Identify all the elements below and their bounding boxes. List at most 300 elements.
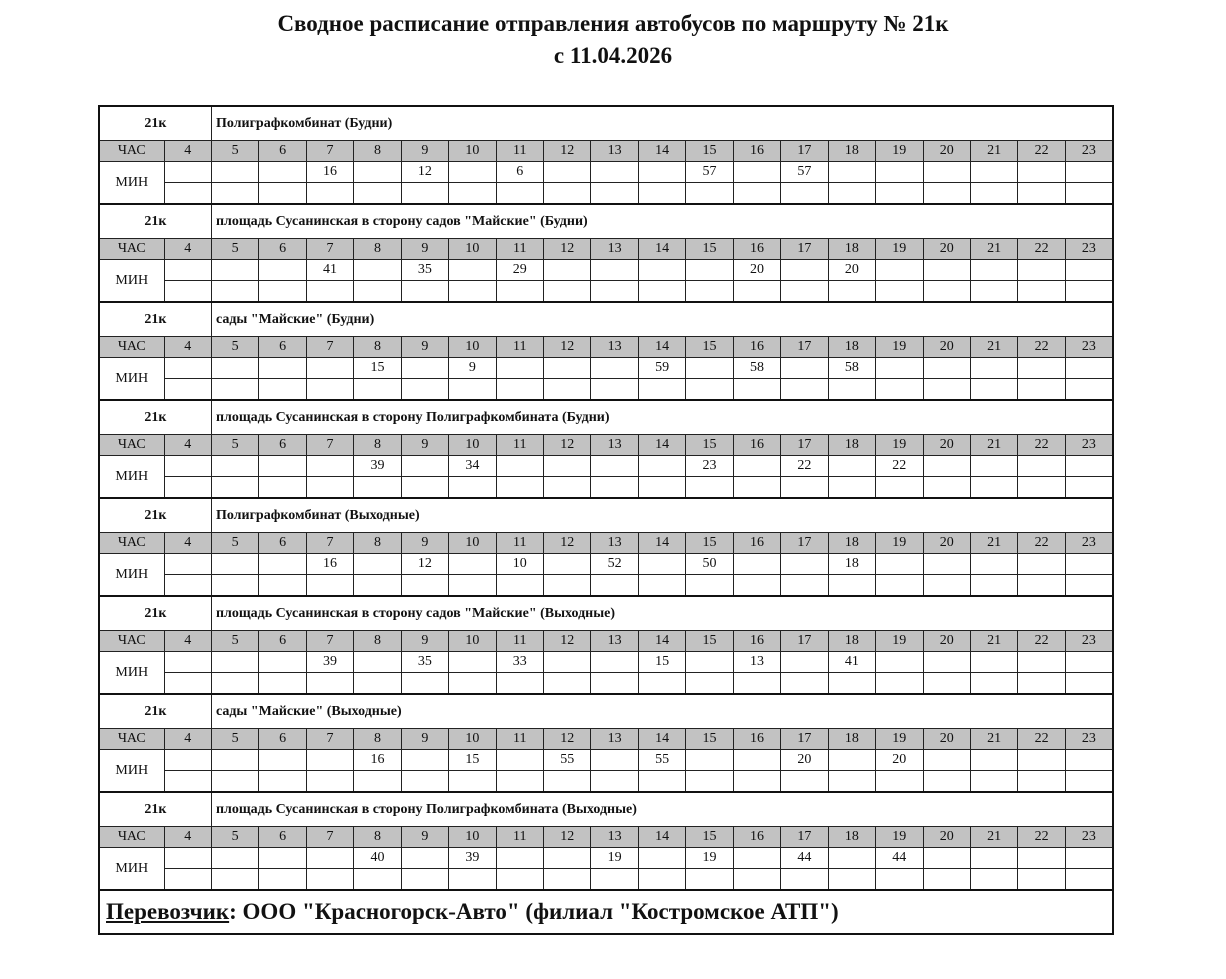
minute-cell bbox=[164, 379, 211, 401]
minute-cell bbox=[449, 281, 496, 303]
hour-cell: 14 bbox=[638, 435, 685, 456]
minute-cell bbox=[449, 260, 496, 281]
hour-cell: 19 bbox=[876, 435, 923, 456]
hour-cell: 20 bbox=[923, 729, 970, 750]
minute-cell bbox=[259, 456, 306, 477]
minute-row bbox=[99, 848, 1113, 869]
hour-cell: 19 bbox=[876, 827, 923, 848]
minute-cell bbox=[259, 162, 306, 183]
minute-cell bbox=[1018, 379, 1065, 401]
minute-label: МИН bbox=[99, 652, 164, 695]
block-title-row bbox=[99, 792, 1113, 827]
minute-cell bbox=[733, 575, 780, 597]
direction-title: сады "Майские" (Выходные) bbox=[211, 694, 1113, 729]
minute-cell bbox=[496, 456, 543, 477]
document-title bbox=[0, 8, 1226, 72]
hour-cell: 21 bbox=[970, 239, 1017, 260]
hour-cell: 17 bbox=[781, 631, 828, 652]
hour-cell: 18 bbox=[828, 337, 875, 358]
hour-cell: 18 bbox=[828, 141, 875, 162]
hour-cell: 12 bbox=[544, 141, 591, 162]
minute-cell: 44 bbox=[781, 848, 828, 869]
hour-cell: 8 bbox=[354, 533, 401, 554]
minute-cell bbox=[686, 652, 733, 673]
minute-cell bbox=[781, 575, 828, 597]
minute-cell bbox=[544, 281, 591, 303]
hour-cell: 10 bbox=[449, 827, 496, 848]
minute-cell bbox=[449, 477, 496, 499]
hour-cell: 4 bbox=[164, 435, 211, 456]
minute-cell bbox=[354, 379, 401, 401]
minute-cell bbox=[1018, 750, 1065, 771]
minute-cell bbox=[211, 162, 258, 183]
minute-cell bbox=[1065, 848, 1113, 869]
minute-cell bbox=[1018, 869, 1065, 891]
minute-cell bbox=[211, 750, 258, 771]
hour-cell: 15 bbox=[686, 631, 733, 652]
minute-cell bbox=[781, 771, 828, 793]
minute-cell bbox=[306, 673, 353, 695]
hour-cell: 11 bbox=[496, 239, 543, 260]
route-number: 21к bbox=[99, 400, 211, 435]
hour-cell: 20 bbox=[923, 337, 970, 358]
minute-cell bbox=[1018, 183, 1065, 205]
minute-cell bbox=[638, 848, 685, 869]
hour-cell: 8 bbox=[354, 827, 401, 848]
minute-cell bbox=[733, 162, 780, 183]
minute-cell bbox=[923, 554, 970, 575]
minute-cell bbox=[781, 183, 828, 205]
minute-cell bbox=[876, 162, 923, 183]
minute-cell bbox=[876, 281, 923, 303]
minute-cell bbox=[354, 477, 401, 499]
minute-cell bbox=[733, 379, 780, 401]
minute-cell bbox=[496, 358, 543, 379]
minute-cell bbox=[686, 575, 733, 597]
minute-cell bbox=[970, 260, 1017, 281]
route-number: 21к bbox=[99, 792, 211, 827]
minute-cell: 16 bbox=[306, 162, 353, 183]
hour-cell: 5 bbox=[211, 337, 258, 358]
title-line-1: Сводное расписание отправления автобусов по маршруту № 21к bbox=[277, 11, 949, 36]
hour-cell: 5 bbox=[211, 239, 258, 260]
hour-cell: 4 bbox=[164, 827, 211, 848]
minute-cell bbox=[1065, 260, 1113, 281]
minute-cell bbox=[1018, 554, 1065, 575]
hour-cell: 21 bbox=[970, 827, 1017, 848]
minute-cell bbox=[1065, 379, 1113, 401]
minute-cell bbox=[923, 652, 970, 673]
hour-cell: 22 bbox=[1018, 729, 1065, 750]
minute-cell bbox=[259, 183, 306, 205]
minute-cell bbox=[923, 183, 970, 205]
hour-cell: 9 bbox=[401, 631, 448, 652]
hour-cell: 20 bbox=[923, 141, 970, 162]
minute-cell bbox=[544, 869, 591, 891]
minute-cell bbox=[591, 750, 638, 771]
minute-cell bbox=[876, 379, 923, 401]
minute-cell bbox=[876, 652, 923, 673]
route-number: 21к bbox=[99, 498, 211, 533]
hour-cell: 16 bbox=[733, 827, 780, 848]
minute-cell bbox=[1065, 869, 1113, 891]
minute-label: МИН bbox=[99, 358, 164, 401]
hour-cell: 21 bbox=[970, 337, 1017, 358]
direction-title: площадь Сусанинская в сторону Полиграфкомбината (Будни) bbox=[211, 400, 1113, 435]
minute-cell: 59 bbox=[638, 358, 685, 379]
minute-cell: 40 bbox=[354, 848, 401, 869]
hour-cell: 6 bbox=[259, 435, 306, 456]
minute-cell: 35 bbox=[401, 652, 448, 673]
minute-cell bbox=[1065, 652, 1113, 673]
hour-cell: 11 bbox=[496, 337, 543, 358]
hour-cell: 7 bbox=[306, 533, 353, 554]
hour-cell: 13 bbox=[591, 239, 638, 260]
hour-cell: 14 bbox=[638, 827, 685, 848]
route-number: 21к bbox=[99, 302, 211, 337]
hour-label: ЧАС bbox=[99, 827, 164, 848]
minute-cell bbox=[449, 869, 496, 891]
minute-cell bbox=[876, 575, 923, 597]
hour-cell: 23 bbox=[1065, 631, 1113, 652]
minute-cell bbox=[1065, 477, 1113, 499]
minute-cell: 22 bbox=[781, 456, 828, 477]
minute-cell bbox=[259, 379, 306, 401]
hour-cell: 7 bbox=[306, 141, 353, 162]
minute-cell bbox=[970, 673, 1017, 695]
minute-cell bbox=[164, 162, 211, 183]
minute-cell bbox=[1065, 183, 1113, 205]
minute-cell bbox=[306, 848, 353, 869]
minute-cell: 57 bbox=[781, 162, 828, 183]
minute-cell bbox=[923, 750, 970, 771]
minute-cell bbox=[638, 869, 685, 891]
minute-cell bbox=[828, 575, 875, 597]
minute-cell bbox=[259, 869, 306, 891]
minute-cell bbox=[401, 575, 448, 597]
direction-title: Полиграфкомбинат (Будни) bbox=[211, 106, 1113, 141]
minute-cell: 57 bbox=[686, 162, 733, 183]
minute-cell bbox=[1065, 358, 1113, 379]
minute-cell bbox=[544, 456, 591, 477]
block-title-row bbox=[99, 596, 1113, 631]
hour-cell: 5 bbox=[211, 141, 258, 162]
hour-row bbox=[99, 729, 1113, 750]
minute-cell: 41 bbox=[306, 260, 353, 281]
minute-cell bbox=[970, 183, 1017, 205]
hour-cell: 11 bbox=[496, 631, 543, 652]
hour-cell: 17 bbox=[781, 239, 828, 260]
minute-cell bbox=[1018, 260, 1065, 281]
hour-cell: 6 bbox=[259, 141, 306, 162]
minute-cell bbox=[544, 358, 591, 379]
minute-cell bbox=[923, 771, 970, 793]
direction-title: площадь Сусанинская в сторону садов "Майские" (Выходные) bbox=[211, 596, 1113, 631]
hour-cell: 23 bbox=[1065, 729, 1113, 750]
minute-cell bbox=[876, 869, 923, 891]
minute-cell bbox=[544, 260, 591, 281]
minute-cell bbox=[1018, 771, 1065, 793]
hour-cell: 10 bbox=[449, 141, 496, 162]
minute-cell bbox=[211, 183, 258, 205]
minute-cell bbox=[211, 771, 258, 793]
minute-cell bbox=[828, 379, 875, 401]
minute-cell: 6 bbox=[496, 162, 543, 183]
hour-cell: 18 bbox=[828, 533, 875, 554]
minute-cell bbox=[970, 281, 1017, 303]
hour-cell: 15 bbox=[686, 239, 733, 260]
minute-cell bbox=[591, 183, 638, 205]
minute-cell bbox=[828, 673, 875, 695]
minute-cell bbox=[401, 750, 448, 771]
minute-cell bbox=[638, 771, 685, 793]
hour-cell: 16 bbox=[733, 337, 780, 358]
hour-cell: 7 bbox=[306, 631, 353, 652]
hour-cell: 18 bbox=[828, 827, 875, 848]
minute-cell bbox=[259, 673, 306, 695]
minute-cell bbox=[211, 575, 258, 597]
minute-cell bbox=[1065, 575, 1113, 597]
hour-cell: 19 bbox=[876, 239, 923, 260]
minute-cell bbox=[923, 456, 970, 477]
minute-cell: 35 bbox=[401, 260, 448, 281]
minute-cell bbox=[970, 162, 1017, 183]
minute-cell bbox=[591, 281, 638, 303]
minute-cell bbox=[970, 869, 1017, 891]
minute-cell bbox=[164, 456, 211, 477]
minute-cell bbox=[211, 673, 258, 695]
direction-title: сады "Майские" (Будни) bbox=[211, 302, 1113, 337]
minute-cell: 15 bbox=[449, 750, 496, 771]
minute-cell: 33 bbox=[496, 652, 543, 673]
minute-cell bbox=[1018, 358, 1065, 379]
minute-cell bbox=[1065, 456, 1113, 477]
hour-label: ЧАС bbox=[99, 533, 164, 554]
hour-cell: 9 bbox=[401, 337, 448, 358]
hour-cell: 23 bbox=[1065, 435, 1113, 456]
hour-cell: 11 bbox=[496, 435, 543, 456]
minute-cell bbox=[496, 673, 543, 695]
minute-cell bbox=[449, 771, 496, 793]
block-title-row bbox=[99, 694, 1113, 729]
hour-cell: 13 bbox=[591, 729, 638, 750]
hour-cell: 5 bbox=[211, 631, 258, 652]
hour-cell: 16 bbox=[733, 435, 780, 456]
minute-cell bbox=[211, 260, 258, 281]
minute-cell bbox=[923, 673, 970, 695]
minute-cell bbox=[1065, 554, 1113, 575]
minute-cell bbox=[306, 379, 353, 401]
minute-cell bbox=[401, 771, 448, 793]
minute-cell bbox=[970, 379, 1017, 401]
minute-row bbox=[99, 456, 1113, 477]
route-number: 21к bbox=[99, 596, 211, 631]
minute-row bbox=[99, 771, 1113, 793]
minute-cell bbox=[1065, 771, 1113, 793]
minute-cell bbox=[259, 477, 306, 499]
minute-cell bbox=[733, 183, 780, 205]
minute-cell bbox=[591, 379, 638, 401]
hour-cell: 18 bbox=[828, 631, 875, 652]
minute-cell bbox=[733, 281, 780, 303]
minute-cell bbox=[164, 260, 211, 281]
minute-cell bbox=[259, 281, 306, 303]
minute-cell bbox=[544, 652, 591, 673]
hour-cell: 15 bbox=[686, 337, 733, 358]
minute-cell bbox=[876, 358, 923, 379]
minute-cell bbox=[638, 673, 685, 695]
hour-cell: 15 bbox=[686, 141, 733, 162]
hour-cell: 16 bbox=[733, 631, 780, 652]
minute-cell bbox=[259, 652, 306, 673]
hour-label: ЧАС bbox=[99, 631, 164, 652]
minute-cell bbox=[970, 652, 1017, 673]
minute-cell: 55 bbox=[638, 750, 685, 771]
minute-cell bbox=[1018, 673, 1065, 695]
minute-cell bbox=[876, 771, 923, 793]
minute-cell: 39 bbox=[354, 456, 401, 477]
hour-cell: 4 bbox=[164, 239, 211, 260]
minute-cell bbox=[970, 456, 1017, 477]
minute-cell bbox=[449, 673, 496, 695]
block-title-row bbox=[99, 400, 1113, 435]
minute-cell bbox=[164, 869, 211, 891]
minute-cell: 20 bbox=[828, 260, 875, 281]
direction-title: площадь Сусанинская в сторону Полиграфкомбината (Выходные) bbox=[211, 792, 1113, 827]
hour-cell: 18 bbox=[828, 239, 875, 260]
hour-cell: 11 bbox=[496, 827, 543, 848]
hour-cell: 11 bbox=[496, 141, 543, 162]
minute-cell bbox=[544, 848, 591, 869]
minute-cell bbox=[164, 771, 211, 793]
minute-cell bbox=[211, 554, 258, 575]
minute-cell bbox=[354, 575, 401, 597]
minute-cell bbox=[354, 652, 401, 673]
hour-cell: 17 bbox=[781, 435, 828, 456]
minute-cell bbox=[733, 477, 780, 499]
hour-cell: 16 bbox=[733, 729, 780, 750]
minute-cell bbox=[781, 554, 828, 575]
minute-label: МИН bbox=[99, 162, 164, 205]
minute-cell: 41 bbox=[828, 652, 875, 673]
minute-cell bbox=[401, 869, 448, 891]
hour-row bbox=[99, 141, 1113, 162]
minute-cell bbox=[1018, 652, 1065, 673]
hour-label: ЧАС bbox=[99, 239, 164, 260]
minute-cell bbox=[211, 869, 258, 891]
hour-cell: 21 bbox=[970, 435, 1017, 456]
minute-cell bbox=[828, 183, 875, 205]
hour-cell: 15 bbox=[686, 533, 733, 554]
minute-row bbox=[99, 281, 1113, 303]
minute-row bbox=[99, 652, 1113, 673]
minute-cell bbox=[781, 869, 828, 891]
hour-cell: 13 bbox=[591, 533, 638, 554]
hour-cell: 19 bbox=[876, 337, 923, 358]
minute-cell bbox=[354, 771, 401, 793]
minute-cell bbox=[259, 358, 306, 379]
hour-cell: 14 bbox=[638, 337, 685, 358]
minute-cell bbox=[306, 456, 353, 477]
minute-cell bbox=[686, 673, 733, 695]
block-title-row bbox=[99, 106, 1113, 141]
minute-cell bbox=[923, 575, 970, 597]
hour-label: ЧАС bbox=[99, 337, 164, 358]
hour-cell: 19 bbox=[876, 533, 923, 554]
hour-cell: 14 bbox=[638, 239, 685, 260]
minute-cell: 12 bbox=[401, 162, 448, 183]
minute-cell bbox=[306, 750, 353, 771]
minute-cell bbox=[591, 260, 638, 281]
hour-cell: 4 bbox=[164, 141, 211, 162]
minute-cell: 44 bbox=[876, 848, 923, 869]
hour-cell: 19 bbox=[876, 141, 923, 162]
hour-cell: 20 bbox=[923, 435, 970, 456]
minute-cell bbox=[638, 183, 685, 205]
minute-cell bbox=[401, 848, 448, 869]
hour-cell: 23 bbox=[1065, 533, 1113, 554]
hour-cell: 13 bbox=[591, 337, 638, 358]
minute-cell bbox=[259, 848, 306, 869]
direction-title: площадь Сусанинская в сторону садов "Майские" (Будни) bbox=[211, 204, 1113, 239]
minute-cell bbox=[638, 162, 685, 183]
minute-cell bbox=[686, 771, 733, 793]
hour-cell: 9 bbox=[401, 141, 448, 162]
minute-cell bbox=[923, 848, 970, 869]
minute-cell bbox=[496, 183, 543, 205]
hour-cell: 6 bbox=[259, 827, 306, 848]
schedule-table bbox=[98, 105, 1114, 935]
minute-cell bbox=[591, 456, 638, 477]
minute-cell bbox=[1065, 162, 1113, 183]
hour-cell: 15 bbox=[686, 435, 733, 456]
hour-cell: 9 bbox=[401, 533, 448, 554]
minute-cell bbox=[828, 477, 875, 499]
hour-cell: 13 bbox=[591, 631, 638, 652]
minute-cell: 52 bbox=[591, 554, 638, 575]
carrier-label: Перевозчик bbox=[106, 899, 230, 924]
minute-cell bbox=[211, 848, 258, 869]
minute-cell bbox=[923, 260, 970, 281]
minute-cell bbox=[259, 575, 306, 597]
minute-cell bbox=[781, 281, 828, 303]
minute-cell bbox=[1018, 162, 1065, 183]
hour-cell: 21 bbox=[970, 729, 1017, 750]
minute-cell bbox=[496, 869, 543, 891]
hour-cell: 22 bbox=[1018, 435, 1065, 456]
hour-cell: 14 bbox=[638, 631, 685, 652]
hour-cell: 4 bbox=[164, 533, 211, 554]
hour-cell: 7 bbox=[306, 827, 353, 848]
hour-cell: 16 bbox=[733, 239, 780, 260]
hour-cell: 21 bbox=[970, 141, 1017, 162]
minute-cell bbox=[354, 673, 401, 695]
hour-cell: 14 bbox=[638, 141, 685, 162]
minute-cell bbox=[496, 750, 543, 771]
minute-cell bbox=[306, 869, 353, 891]
minute-cell bbox=[354, 260, 401, 281]
minute-cell bbox=[733, 554, 780, 575]
minute-cell bbox=[781, 260, 828, 281]
minute-row bbox=[99, 554, 1113, 575]
minute-cell bbox=[164, 281, 211, 303]
minute-cell bbox=[686, 260, 733, 281]
minute-cell: 15 bbox=[354, 358, 401, 379]
hour-cell: 19 bbox=[876, 729, 923, 750]
minute-cell bbox=[638, 456, 685, 477]
hour-row bbox=[99, 631, 1113, 652]
minute-label: МИН bbox=[99, 260, 164, 303]
